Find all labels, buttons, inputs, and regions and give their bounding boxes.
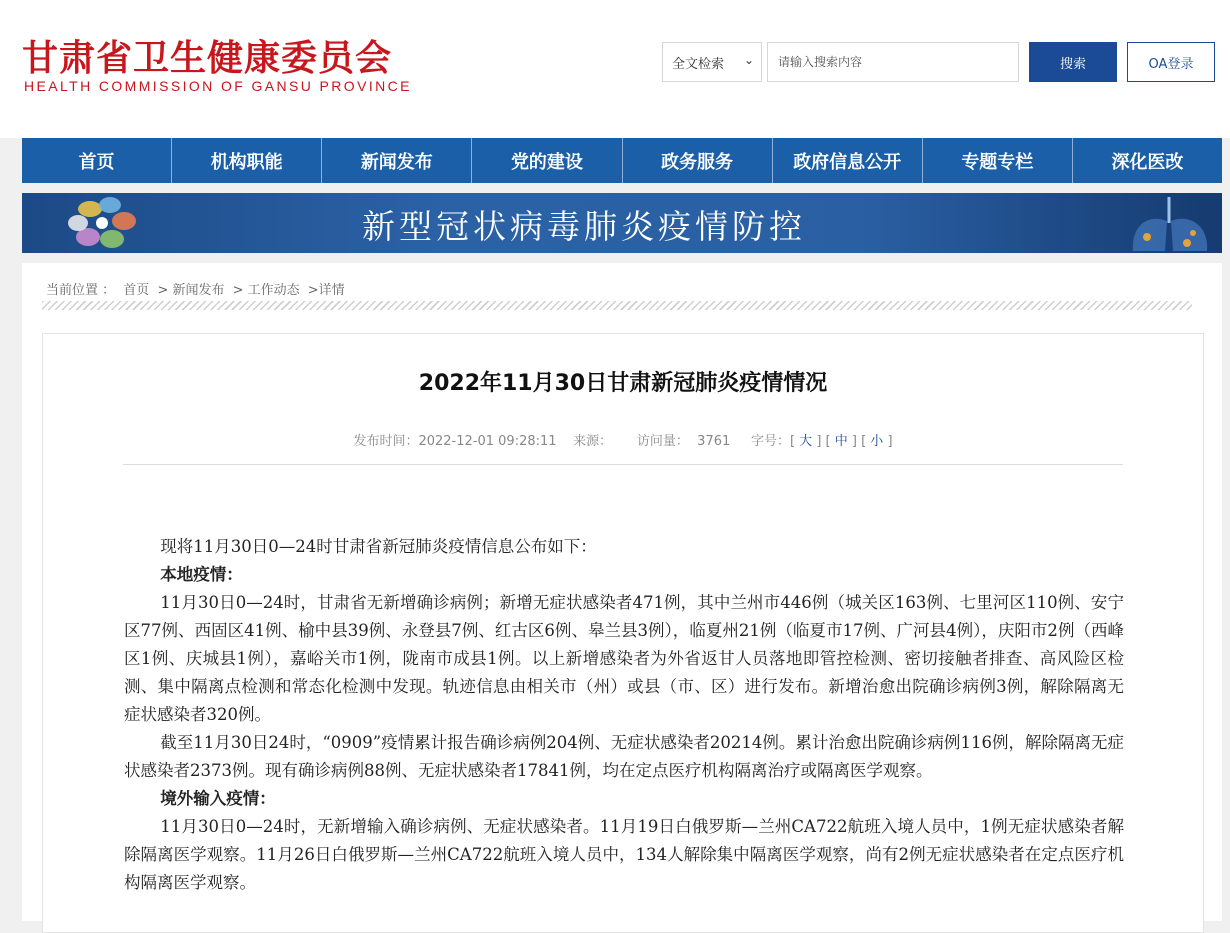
search-button[interactable]: 搜索 <box>1029 42 1117 82</box>
article-paragraph-cumulative: 截至11月30日24时，“0909”疫情累计报告确诊病例204例、无症状感染者20214例。累计治愈出院确诊病例116例，解除隔离无症状感染者2373例。现有确诊病例88例、无症状感染者17841例，均在定点医疗机构隔离治疗或隔离医学观察。 <box>124 733 1124 780</box>
breadcrumb-detail: >详情 <box>307 283 345 298</box>
site-header <box>0 0 1230 138</box>
nav-item-services[interactable]: 政务服务 <box>623 138 773 183</box>
covid-banner[interactable] <box>22 193 1222 253</box>
article-paragraph-intro: 现将11月30日0—24时甘肃省新冠肺炎疫情信息公布如下： <box>160 537 597 556</box>
views-count: 3761 <box>697 434 731 449</box>
hatched-divider <box>42 301 1192 310</box>
published-time: 2022-12-01 09:28:11 <box>418 434 557 449</box>
site-logo-cn[interactable]: 甘肃省卫生健康委员会 <box>22 37 393 79</box>
title-divider <box>123 464 1123 465</box>
font-size-large-link[interactable]: 大 <box>799 434 813 449</box>
article-title: 2022年11月30日甘肃新冠肺炎疫情情况 <box>418 371 828 396</box>
breadcrumb-news-link[interactable]: > 新闻发布 <box>157 283 225 298</box>
article-paragraph-imported: 11月30日0—24时，无新增输入确诊病例、无症状感染者。11月19日白俄罗斯—兰州CA722航班入境人员中，1例无症状感染者解除隔离医学观察。11月26日白俄罗斯—兰州CA722航班入境人员中，134人解除集中隔离医学观察，尚有2例无症状感染者在定点医疗机构隔离医学观察。 <box>124 817 1124 892</box>
breadcrumb-home-link[interactable]: 首页 <box>123 283 150 298</box>
breadcrumb <box>46 279 349 298</box>
article-body <box>124 533 1124 897</box>
lungs-icon <box>1117 193 1222 253</box>
breadcrumb-label: 当前位置 ： <box>46 283 116 298</box>
section-heading-local: 本地疫情： <box>160 565 243 584</box>
search-scope-select[interactable] <box>662 42 762 82</box>
nav-item-topics[interactable]: 专题专栏 <box>923 138 1073 183</box>
content-panel <box>22 263 1222 921</box>
nav-item-functions[interactable]: 机构职能 <box>172 138 322 183</box>
search-input[interactable] <box>767 42 1019 82</box>
article-meta: 发布时间：2022-12-01 09:28:11 来源： 访问量： 3761 字号：[ 大 ] [ 中 ] [ 小 ] <box>353 434 893 449</box>
oa-login-button[interactable]: OA登录 <box>1127 42 1215 82</box>
nav-item-party[interactable]: 党的建设 <box>472 138 622 183</box>
main-nav <box>22 138 1222 183</box>
nav-item-home[interactable]: 首页 <box>22 138 172 183</box>
flower-emblem-icon <box>64 195 144 251</box>
site-logo-en: HEALTH COMMISSION OF GANSU PROVINCE <box>24 78 412 94</box>
nav-item-reform[interactable]: 深化医改 <box>1111 151 1184 173</box>
source-label: 来源： <box>573 434 613 449</box>
font-size-medium-link[interactable]: 中 <box>834 434 848 449</box>
search-scope-value: 全文检索 <box>672 56 725 72</box>
chevron-down-icon: ⌄ <box>743 53 754 67</box>
nav-item-news[interactable]: 新闻发布 <box>322 138 472 183</box>
published-label: 发布时间： <box>353 434 419 449</box>
article-paragraph-local: 11月30日0—24时，甘肃省无新增确诊病例；新增无症状感染者471例，其中兰州市446例（城关区163例、七里河区110例、安宁区77例、西固区41例、榆中县39例、永登县7例、红古区6例、皋兰县3例），临夏州21例（临夏市17例、广河县4例），庆阳市2例（西峰区1例、庆城县1例），嘉峪关市1例，陇南市成县1例。以上新增感染者为外省返甘人员落地即管控检测、密切接触者排查、高风险区检测、集中隔离点检测和常态化检测中发现。轨迹信息由相关市（州）或县（市、区）进行发布。新增治愈出院确诊病例3例，解除隔离无症状感染者320例。 <box>124 593 1124 724</box>
nav-item-disclosure[interactable]: 政府信息公开 <box>773 138 923 183</box>
views-label: 访问量： <box>636 434 689 449</box>
font-size-small-link[interactable]: 小 <box>870 434 884 449</box>
breadcrumb-work-link[interactable]: > 工作动态 <box>232 283 300 298</box>
fontsize-label: 字号： <box>750 434 790 449</box>
banner-title: 新型冠状病毒肺炎疫情防控 <box>362 207 806 246</box>
section-heading-imported: 境外输入疫情： <box>160 789 276 808</box>
